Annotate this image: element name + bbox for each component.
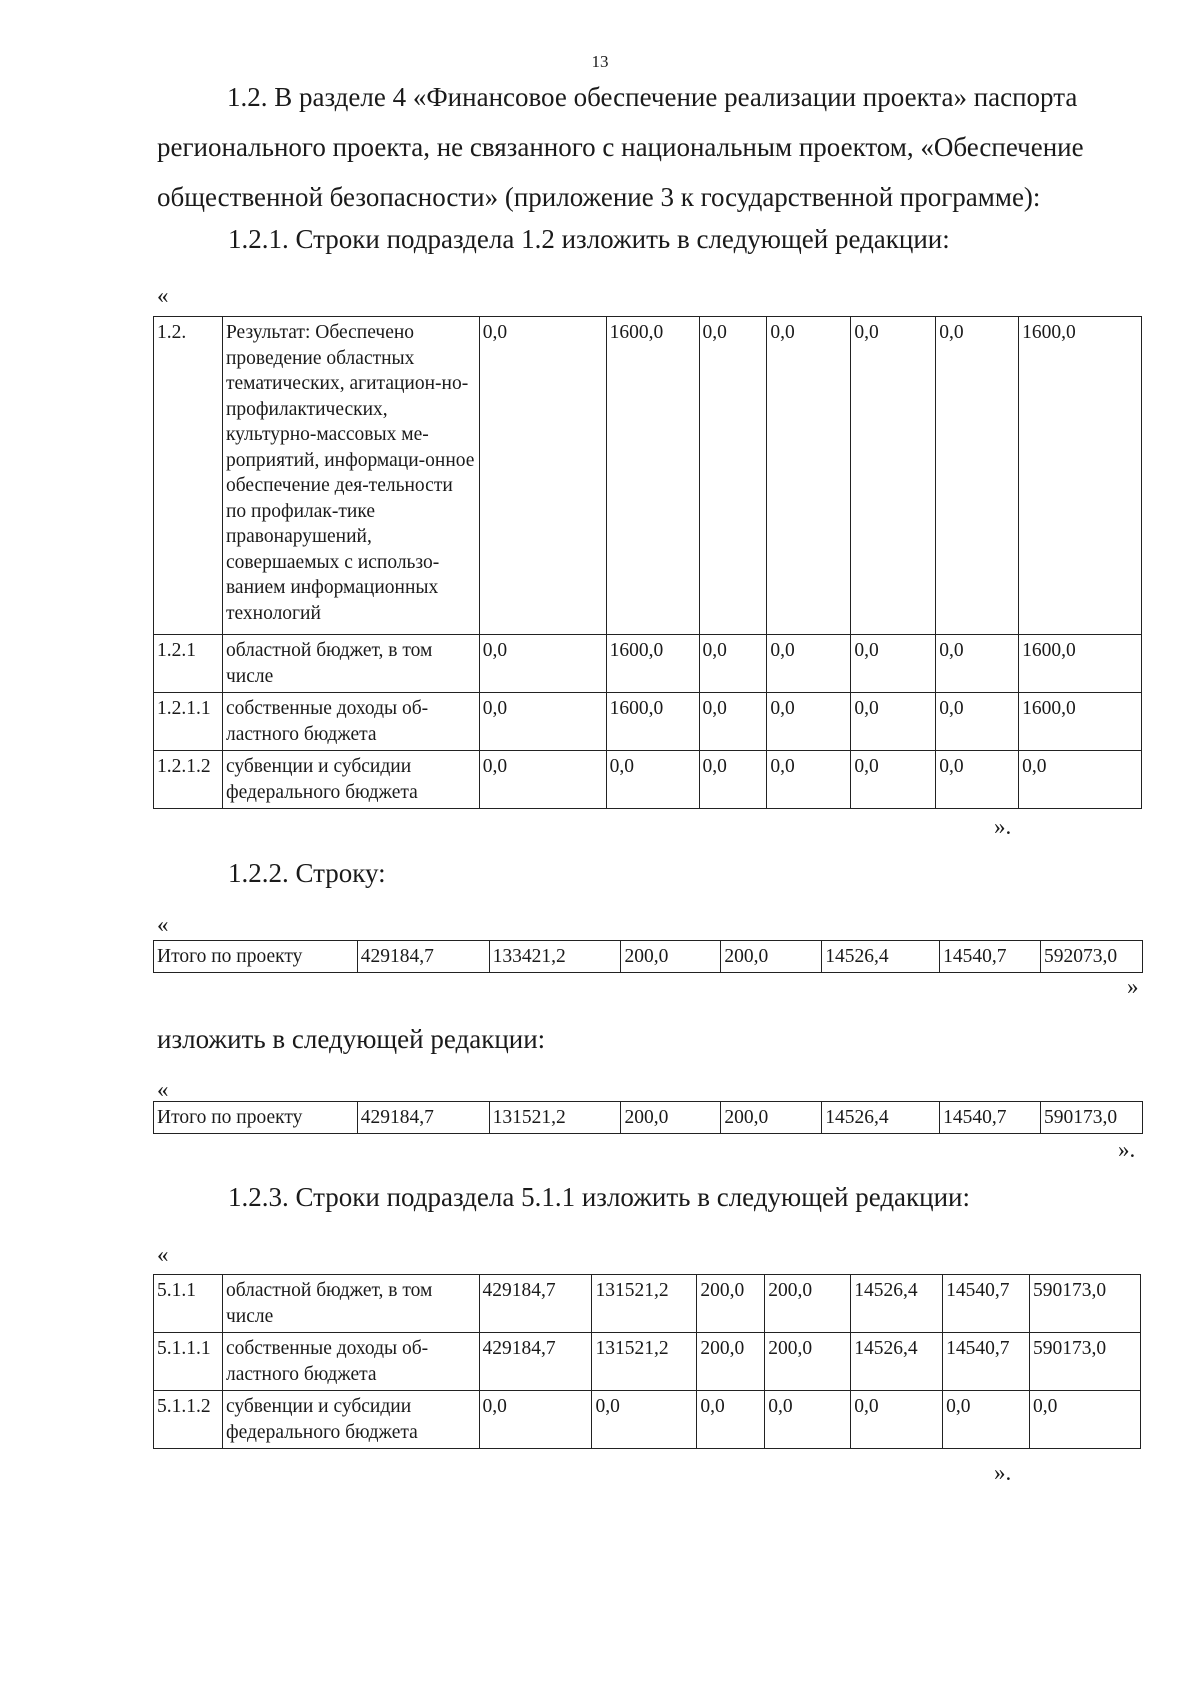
row-code: 1.2.1.2 (154, 751, 223, 809)
cell-value: 0,0 (936, 693, 1019, 751)
cell-value: 131521,2 (592, 1333, 697, 1391)
cell-value: 0,0 (767, 317, 851, 635)
cell-value: 1600,0 (1019, 693, 1142, 751)
table-1-2 (153, 316, 1142, 809)
cell-value: 0,0 (767, 693, 851, 751)
cell-value: 0,0 (936, 317, 1019, 635)
cell-value: 131521,2 (592, 1275, 697, 1333)
subsection-1-2-3: 1.2.3. Строки подраздела 5.1.1 изложить в следующей редакции: (228, 1182, 971, 1212)
cell-value: 0,0 (479, 317, 606, 635)
cell-value: 200,0 (697, 1333, 765, 1391)
open-quote: « (157, 1242, 169, 1267)
cell-value: 0,0 (699, 635, 767, 693)
cell-value: 0,0 (606, 751, 699, 809)
cell-value: 200,0 (765, 1275, 851, 1333)
cell-value: 0,0 (936, 635, 1019, 693)
paragraph-line: регионального проекта, не связанного с национальным проектом, «Обеспечение (157, 132, 1084, 162)
paragraph-line: 1.2. В разделе 4 «Финансовое обеспечение реализации проекта» паспорта (227, 82, 1078, 112)
open-quote: « (157, 1077, 169, 1102)
table-5-1-1 (153, 1274, 1141, 1449)
cell-value: 0,0 (592, 1391, 697, 1449)
cell-value: 1600,0 (1019, 317, 1142, 635)
cell-value: 429184,7 (357, 941, 489, 973)
cell-value: 590173,0 (1030, 1275, 1141, 1333)
cell-value: 0,0 (479, 1391, 592, 1449)
cell-value: 0,0 (851, 693, 936, 751)
table-row (154, 1333, 1141, 1391)
row-code: 5.1.1.1 (154, 1333, 223, 1391)
cell-value: 14526,4 (851, 1275, 943, 1333)
cell-value: 14540,7 (943, 1275, 1030, 1333)
row-title: областной бюджет, в том числе (222, 635, 479, 693)
cell-value: 0,0 (479, 693, 606, 751)
open-quote: « (157, 283, 169, 308)
table-row (154, 693, 1142, 751)
table-row (154, 1275, 1141, 1333)
row-title: областной бюджет, в том числе (222, 1275, 479, 1333)
row-title: Итого по проекту (154, 941, 358, 973)
row-code: 5.1.1 (154, 1275, 223, 1333)
cell-value: 0,0 (699, 751, 767, 809)
close-quote: ». (1118, 1137, 1136, 1162)
cell-value: 0,0 (851, 317, 936, 635)
cell-value: 200,0 (765, 1333, 851, 1391)
page-number: 13 (591, 52, 609, 71)
table-row (154, 941, 1143, 973)
cell-value: 14526,4 (822, 1102, 940, 1134)
row-title: собственные доходы об-ластного бюджета (222, 1333, 479, 1391)
cell-value: 0,0 (943, 1391, 1030, 1449)
row-code: 1.2. (154, 317, 223, 635)
cell-value: 0,0 (479, 751, 606, 809)
cell-value: 1600,0 (606, 693, 699, 751)
cell-value: 590173,0 (1030, 1333, 1141, 1391)
cell-value: 590173,0 (1040, 1102, 1142, 1134)
row-title: собственные доходы об-ластного бюджета (222, 693, 479, 751)
table-row (154, 1391, 1141, 1449)
paragraph-1-2 (157, 72, 1147, 222)
cell-value: 14526,4 (851, 1333, 943, 1391)
cell-value: 0,0 (851, 635, 936, 693)
cell-value: 0,0 (1030, 1391, 1141, 1449)
row-code: 5.1.1.2 (154, 1391, 223, 1449)
cell-value: 0,0 (699, 693, 767, 751)
cell-value: 0,0 (851, 1391, 943, 1449)
row-code: 1.2.1 (154, 635, 223, 693)
table-total-old (153, 940, 1143, 973)
row-title: субвенции и субсидии федерального бюджета (222, 1391, 479, 1449)
subsection-1-2-1: 1.2.1. Строки подраздела 1.2 изложить в следующей редакции: (228, 224, 950, 254)
cell-value: 429184,7 (357, 1102, 489, 1134)
cell-value: 0,0 (1019, 751, 1142, 809)
cell-value: 1600,0 (606, 635, 699, 693)
table-row (154, 751, 1142, 809)
row-title: Итого по проекту (154, 1102, 358, 1134)
row-title: субвенции и субсидии федерального бюджета (222, 751, 479, 809)
cell-value: 0,0 (851, 751, 936, 809)
table-total-new (153, 1101, 1143, 1134)
row-title: Результат: Обеспечено проведение областных тематических, агитацион-но-профилактических, культурно-массовых ме-роприятий, информаци-онное обеспечение дея-тельности по профилак-тике правонарушений, совершаемых с использо-ванием информационных технологий (222, 317, 479, 635)
cell-value: 429184,7 (479, 1333, 592, 1391)
cell-value: 0,0 (767, 751, 851, 809)
cell-value: 200,0 (721, 941, 822, 973)
table-row (154, 317, 1142, 635)
cell-value: 0,0 (767, 635, 851, 693)
close-quote: » (1127, 974, 1139, 999)
cell-value: 14540,7 (943, 1333, 1030, 1391)
cell-value: 131521,2 (489, 1102, 621, 1134)
table-row (154, 635, 1142, 693)
cell-value: 0,0 (765, 1391, 851, 1449)
cell-value: 592073,0 (1040, 941, 1142, 973)
cell-value: 200,0 (621, 1102, 721, 1134)
cell-value: 1600,0 (1019, 635, 1142, 693)
open-quote: « (157, 912, 169, 937)
cell-value: 0,0 (936, 751, 1019, 809)
cell-value: 200,0 (697, 1275, 765, 1333)
cell-value: 0,0 (479, 635, 606, 693)
subsection-1-2-2: 1.2.2. Строку: (228, 858, 386, 888)
cell-value: 0,0 (699, 317, 767, 635)
close-quote: ». (994, 814, 1012, 839)
cell-value: 200,0 (721, 1102, 822, 1134)
row-code: 1.2.1.1 (154, 693, 223, 751)
cell-value: 14540,7 (940, 941, 1041, 973)
cell-value: 0,0 (697, 1391, 765, 1449)
table-row (154, 1102, 1143, 1134)
close-quote: ». (994, 1460, 1012, 1485)
cell-value: 14540,7 (940, 1102, 1041, 1134)
text-new-redaction: изложить в следующей редакции: (157, 1024, 546, 1054)
cell-value: 1600,0 (606, 317, 699, 635)
cell-value: 14526,4 (822, 941, 940, 973)
paragraph-line: общественной безопасности» (приложение 3 к государственной программе): (157, 182, 1041, 212)
cell-value: 133421,2 (489, 941, 621, 973)
cell-value: 200,0 (621, 941, 721, 973)
cell-value: 429184,7 (479, 1275, 592, 1333)
